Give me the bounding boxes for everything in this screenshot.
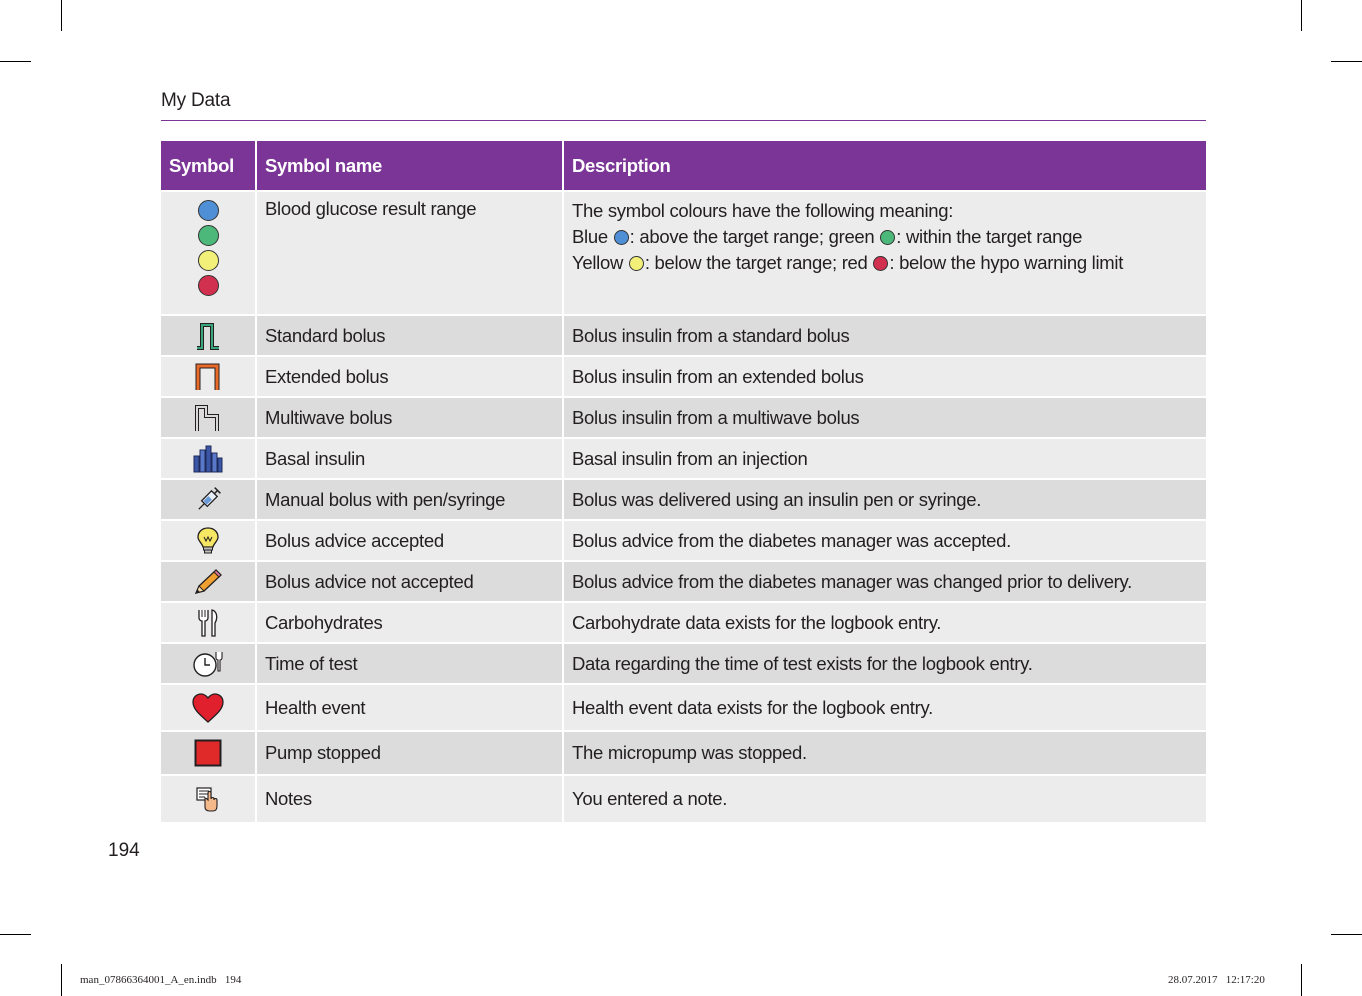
column-header-symbol: Symbol — [161, 141, 255, 190]
table-row — [161, 642, 1206, 683]
symbol-name-cell: Multiwave bolus — [255, 396, 562, 437]
crop-mark — [61, 964, 62, 996]
red-meaning: : below the hypo warning limit — [889, 252, 1124, 273]
multiwave-bolus-icon — [193, 403, 223, 433]
table-row — [161, 601, 1206, 642]
table-row — [161, 396, 1206, 437]
syringe-icon — [193, 485, 223, 515]
fork-knife-icon — [193, 608, 223, 638]
description-line — [572, 250, 1198, 276]
description-cell: Health event data exists for the logbook entry. — [562, 683, 1206, 730]
symbol-cell — [161, 190, 255, 314]
yellow-dot-icon — [198, 250, 219, 271]
blue-label: Blue — [572, 226, 608, 247]
description-cell: The micropump was stopped. — [562, 730, 1206, 774]
green-dot-icon — [880, 230, 895, 245]
description-cell: Basal insulin from an injection — [562, 437, 1206, 478]
yellow-meaning: : below the target range; red — [644, 252, 868, 273]
basal-insulin-icon — [192, 444, 224, 474]
symbol-cell — [161, 601, 255, 642]
extended-bolus-icon — [193, 362, 223, 392]
symbol-name-cell: Extended bolus — [255, 355, 562, 396]
symbol-cell — [161, 478, 255, 519]
symbol-name-cell: Basal insulin — [255, 437, 562, 478]
symbol-name-cell: Pump stopped — [255, 730, 562, 774]
symbol-cell — [161, 683, 255, 730]
crop-mark — [1301, 964, 1302, 996]
table-row — [161, 314, 1206, 355]
column-header-symbol-name: Symbol name — [255, 141, 562, 190]
green-meaning: : within the target range — [896, 226, 1083, 247]
symbol-cell — [161, 396, 255, 437]
symbol-cell — [161, 642, 255, 683]
description-cell: You entered a note. — [562, 774, 1206, 822]
symbol-cell — [161, 437, 255, 478]
page-number: 194 — [108, 840, 140, 861]
description-line — [572, 224, 1198, 250]
symbol-name-cell: Carbohydrates — [255, 601, 562, 642]
crop-mark — [0, 934, 31, 935]
symbol-name-cell: Health event — [255, 683, 562, 730]
crop-mark — [1301, 0, 1302, 31]
table-row — [161, 478, 1206, 519]
red-dot-icon — [198, 275, 219, 296]
lightbulb-icon — [193, 526, 223, 556]
red-dot-icon — [873, 256, 888, 271]
table-row — [161, 730, 1206, 774]
blue-dot-icon — [198, 200, 219, 221]
description-cell: Carbohydrate data exists for the logbook entry. — [562, 601, 1206, 642]
symbol-name-cell: Bolus advice accepted — [255, 519, 562, 560]
crop-mark — [61, 0, 62, 31]
description-cell — [562, 190, 1206, 314]
table-row — [161, 683, 1206, 730]
blue-dot-icon — [614, 230, 629, 245]
symbol-name-cell: Standard bolus — [255, 314, 562, 355]
symbol-name-cell: Time of test — [255, 642, 562, 683]
heart-icon — [191, 692, 225, 724]
description-cell: Bolus insulin from a standard bolus — [562, 314, 1206, 355]
symbol-name-cell: Bolus advice not accepted — [255, 560, 562, 601]
symbol-name-cell: Notes — [255, 774, 562, 822]
symbol-cell — [161, 314, 255, 355]
table-header-row — [161, 141, 1206, 190]
pencil-icon — [192, 567, 224, 597]
table-row — [161, 437, 1206, 478]
symbol-cell — [161, 519, 255, 560]
table-row — [161, 560, 1206, 601]
description-cell: Bolus advice from the diabetes manager was accepted. — [562, 519, 1206, 560]
description-cell: Data regarding the time of test exists for the logbook entry. — [562, 642, 1206, 683]
symbol-name-cell: Manual bolus with pen/syringe — [255, 478, 562, 519]
table-row — [161, 190, 1206, 314]
yellow-label: Yellow — [572, 252, 623, 273]
symbols-table — [161, 141, 1206, 822]
standard-bolus-icon — [193, 321, 223, 351]
crop-mark — [1331, 61, 1362, 62]
blue-meaning: : above the target range; green — [629, 226, 875, 247]
column-header-description: Description — [562, 141, 1206, 190]
description-cell: Bolus was delivered using an insulin pen or syringe. — [562, 478, 1206, 519]
symbol-cell — [161, 730, 255, 774]
header-rule — [161, 120, 1206, 121]
description-cell: Bolus insulin from a multiwave bolus — [562, 396, 1206, 437]
description-line: The symbol colours have the following meaning: — [572, 200, 954, 221]
footer-timestamp: 28.07.2017 12:17:20 — [1168, 974, 1265, 986]
symbol-cell — [161, 355, 255, 396]
crop-mark — [0, 61, 31, 62]
symbol-cell — [161, 560, 255, 601]
yellow-dot-icon — [629, 256, 644, 271]
description-cell: Bolus insulin from an extended bolus — [562, 355, 1206, 396]
symbol-name-cell: Blood glucose result range — [255, 190, 562, 314]
green-dot-icon — [198, 225, 219, 246]
clock-meal-icon — [192, 649, 224, 679]
table-row — [161, 774, 1206, 822]
footer-file-name: man_07866364001_A_en.indb 194 — [80, 974, 242, 986]
table-row — [161, 355, 1206, 396]
notes-icon — [195, 785, 221, 813]
crop-mark — [1331, 934, 1362, 935]
table-row — [161, 519, 1206, 560]
description-cell: Bolus advice from the diabetes manager was changed prior to delivery. — [562, 560, 1206, 601]
stop-square-icon — [194, 739, 222, 767]
page-title: My Data — [161, 90, 231, 111]
symbol-cell — [161, 774, 255, 822]
